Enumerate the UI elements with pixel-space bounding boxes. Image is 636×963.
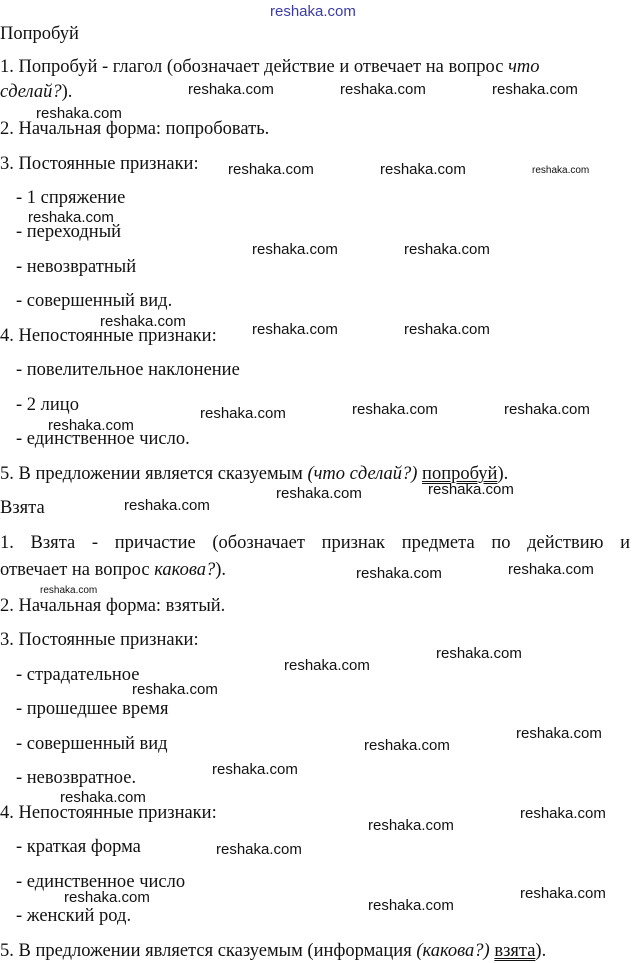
p1-variable-item: - единственное число. bbox=[16, 429, 190, 449]
watermark: reshaka.com bbox=[48, 417, 134, 434]
watermark: reshaka.com bbox=[100, 313, 186, 330]
p1-variable-item: - повелительное наклонение bbox=[16, 360, 240, 380]
p2-initial-form: 2. Начальная форма: взятый. bbox=[0, 596, 226, 616]
p1-initial-form: 2. Начальная форма: попробовать. bbox=[0, 119, 270, 139]
p2-role-text: 5. В предложении является сказуемым (информация bbox=[0, 941, 417, 961]
p2-constant-item: - совершенный вид bbox=[16, 734, 168, 754]
p1-line1-question-b: сделай? bbox=[0, 82, 62, 102]
p2-role-end: ). bbox=[535, 941, 547, 961]
watermark: reshaka.com bbox=[504, 401, 590, 418]
watermark: reshaka.com bbox=[380, 161, 466, 178]
p2-role bbox=[0, 939, 546, 963]
p2-variable-item: - краткая форма bbox=[16, 837, 141, 857]
p1-line1-text: 1. Попробуй - глагол (обозначает действие и отвечает на вопрос bbox=[0, 57, 509, 77]
watermark: reshaka.com bbox=[532, 165, 590, 176]
word-heading-vzyata: Взята bbox=[0, 498, 45, 518]
p2-role-word: взята bbox=[494, 941, 536, 961]
watermark: reshaka.com bbox=[340, 81, 426, 98]
p2-variable-item: - единственное число bbox=[16, 872, 186, 892]
p1-role-word: попробуй bbox=[422, 464, 498, 484]
p1-line1-question-a: что bbox=[508, 57, 540, 77]
word-heading-poprobuy: Попробуй bbox=[0, 24, 79, 44]
p1-line1 bbox=[0, 55, 540, 79]
watermark: reshaka.com bbox=[60, 789, 146, 806]
watermark: reshaka.com bbox=[356, 565, 442, 582]
watermark: reshaka.com bbox=[492, 81, 578, 98]
watermark: reshaka.com bbox=[40, 585, 98, 596]
watermark: reshaka.com bbox=[200, 405, 286, 422]
watermark: reshaka.com bbox=[436, 645, 522, 662]
p2-constant-item: - прошедшее время bbox=[16, 699, 169, 719]
watermark: reshaka.com bbox=[520, 885, 606, 902]
p2-line1-cont bbox=[0, 558, 226, 582]
p1-role-end: ). bbox=[497, 464, 509, 484]
p1-line1-cont bbox=[0, 80, 72, 104]
p2-role-question: (какова?) bbox=[416, 941, 490, 961]
watermark: reshaka.com bbox=[368, 817, 454, 834]
watermark: reshaka.com bbox=[352, 401, 438, 418]
watermark: reshaka.com bbox=[64, 889, 150, 906]
p1-variable-heading: 4. Непостоянные признаки: bbox=[0, 326, 217, 346]
watermark: reshaka.com bbox=[228, 161, 314, 178]
watermark: reshaka.com bbox=[364, 737, 450, 754]
p2-line1-end: ). bbox=[215, 560, 227, 580]
p2-constant-item: - невозвратное. bbox=[16, 768, 137, 788]
watermark: reshaka.com bbox=[36, 105, 122, 122]
watermark: reshaka.com bbox=[132, 681, 218, 698]
p1-constant-item: - 1 спряжение bbox=[16, 188, 126, 208]
p1-role-text: 5. В предложении является сказуемым bbox=[0, 464, 308, 484]
watermark: reshaka.com bbox=[508, 561, 594, 578]
site-watermark-header: reshaka.com bbox=[270, 3, 356, 20]
watermark: reshaka.com bbox=[404, 241, 490, 258]
p2-line1-question: какова? bbox=[154, 560, 216, 580]
watermark: reshaka.com bbox=[28, 209, 114, 226]
p2-variable-heading: 4. Непостоянные признаки: bbox=[0, 803, 217, 823]
watermark: reshaka.com bbox=[520, 805, 606, 822]
watermark: reshaka.com bbox=[276, 485, 362, 502]
watermark: reshaka.com bbox=[516, 725, 602, 742]
watermark: reshaka.com bbox=[212, 761, 298, 778]
p2-constant-heading: 3. Постоянные признаки: bbox=[0, 630, 199, 650]
watermark: reshaka.com bbox=[252, 241, 338, 258]
watermark: reshaka.com bbox=[252, 321, 338, 338]
watermark: reshaka.com bbox=[284, 657, 370, 674]
watermark: reshaka.com bbox=[188, 81, 274, 98]
p1-line1-end: ). bbox=[61, 82, 73, 102]
watermark: reshaka.com bbox=[428, 481, 514, 498]
p1-role-question: (что сделай?) bbox=[307, 464, 418, 484]
p1-constant-item: - невозвратный bbox=[16, 257, 137, 277]
watermark: reshaka.com bbox=[368, 897, 454, 914]
p1-variable-item: - 2 лицо bbox=[16, 395, 79, 415]
watermark: reshaka.com bbox=[124, 497, 210, 514]
watermark: reshaka.com bbox=[216, 841, 302, 858]
p2-line1: 1. Взята - причастие (обозначает признак предмета по действию и bbox=[0, 533, 630, 553]
p2-constant-item: - страдательное bbox=[16, 665, 140, 685]
p2-variable-item: - женский род. bbox=[16, 906, 132, 926]
p1-constant-heading: 3. Постоянные признаки: bbox=[0, 154, 199, 174]
p2-line1-text: отвечает на вопрос bbox=[0, 560, 155, 580]
watermark: reshaka.com bbox=[404, 321, 490, 338]
p1-constant-item: - совершенный вид. bbox=[16, 291, 173, 311]
p1-constant-item: - переходный bbox=[16, 222, 122, 242]
